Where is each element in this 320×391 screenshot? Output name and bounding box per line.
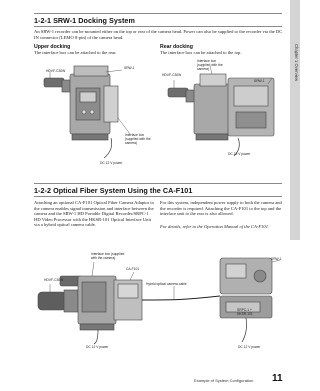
section2-title-rule — [34, 196, 282, 197]
section2-right-text: For this system, independent power supply to both the camera and the recorder is required. Attaching the CA-F101 to the top and the interface unit to the rear is also allowed. — [160, 200, 282, 217]
fiber-camera-label: HDVF-C30W — [44, 278, 64, 282]
section1-title: 1-2-1 SRW-1 Docking System — [34, 16, 135, 25]
upper-docking-heading: Upper docking — [34, 44, 71, 50]
section1-top-rule — [34, 13, 282, 14]
section2-left-text: Attaching an optional CA-F101 Optical Fiber Camera Adaptor to the camera enables signal transmission and interface between the camera and the SRW-1 HD Portable Digital Recorder/SRPC-1 HD Video Processor with the HKSR-101 Optical Interface Unit via a hybrid optical camera cable. — [34, 200, 154, 228]
fiber-recorder-label: SRW-1 — [271, 257, 282, 261]
rear-recorder-label: SRW-1 — [254, 79, 265, 83]
upper-docking-diagram — [34, 58, 152, 168]
fiber-unit-label: SRPC-1 + HKSR-101 — [237, 308, 253, 316]
fiber-power-left-label: DC 12 V power — [86, 345, 109, 349]
chapter-side-tab — [290, 0, 300, 240]
section1-body: An SRW-1 recorder can be mounted either on the top or rear of the camera head. Power can also be supplied to the recorder via the DC IN connector (LEMO 8-pin) of the camera head. — [34, 29, 283, 40]
fiber-power-right-label: DC 12 V power — [238, 345, 261, 349]
fiber-interface-label: Interface box (supplied with the camera) — [91, 252, 125, 260]
upper-power-label: DC 12 V power — [100, 161, 123, 165]
upper-docking-text: The interface box can be attached to the rear. — [34, 50, 117, 55]
upper-recorder-label: SRW-1 — [124, 66, 135, 70]
section1-title-rule — [34, 26, 282, 27]
upper-camera-label: HDVF-C30W — [46, 69, 66, 73]
section2-title: 1-2-2 Optical Fiber System Using the CA-F101 — [34, 186, 193, 195]
optical-fiber-system-diagram — [34, 246, 286, 346]
upper-interface-label: Interface box (supplied with the camera) — [125, 133, 151, 145]
section2-top-rule — [34, 183, 282, 184]
footer-section-title: Example of System Configuration — [194, 378, 254, 383]
fiber-cable-label: Hybrid optical camera cable — [146, 282, 187, 286]
rear-camera-label: HDVF-C30W — [162, 73, 182, 77]
rear-docking-text: The interface box can be attached to the top. — [160, 50, 242, 55]
section2-right-note: For details, refer to the Operation Manual of the CA-F101. — [160, 224, 270, 229]
rear-docking-heading: Rear docking — [160, 44, 193, 50]
page-number: 11 — [272, 373, 283, 384]
rear-interface-label: Interface box (supplied with the camera) — [197, 59, 223, 71]
chapter-tab-label: Chapter 1 Overview — [294, 44, 299, 82]
fiber-adaptor-label: CA-F101 — [126, 267, 140, 271]
rear-power-label: DC 12 V power — [228, 152, 251, 156]
